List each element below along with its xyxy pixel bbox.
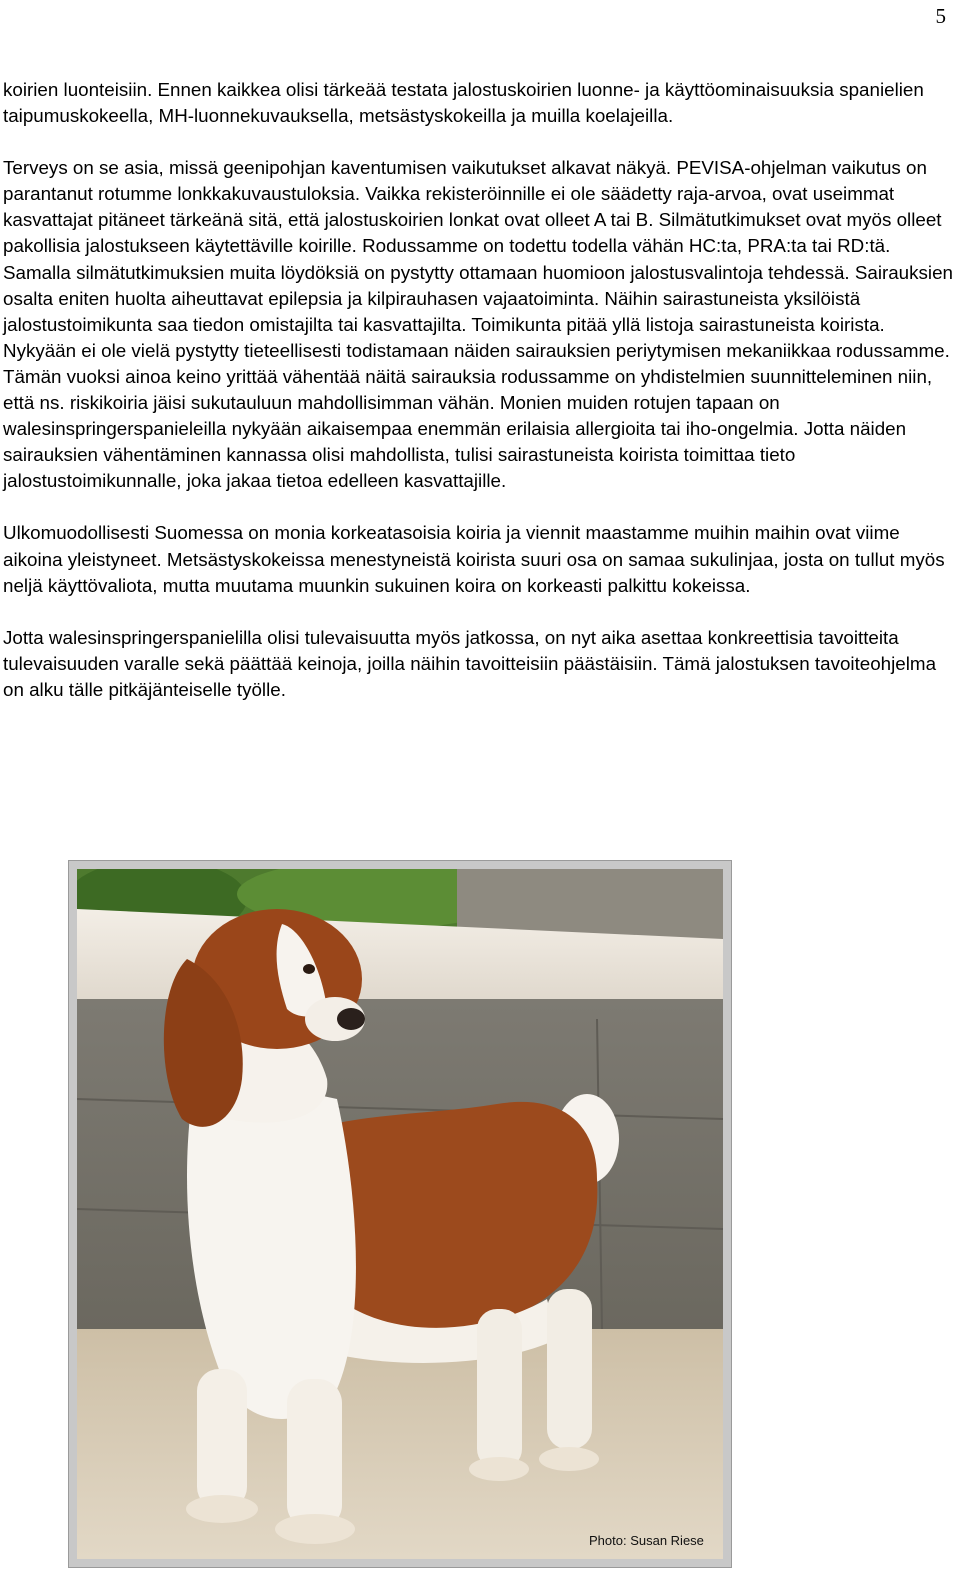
pavement bbox=[77, 1329, 723, 1559]
body-text bbox=[3, 77, 953, 729]
paragraph: koirien luonteisiin. Ennen kaikkea olisi tärkeää testata jalostuskoirien luonne- ja käyttöominaisuuksia spanielien taipumuskokeella, MH-luonnekuvauksella, metsästyskokeilla ja muilla koelajeilla. bbox=[3, 79, 924, 127]
dog-nose bbox=[337, 1008, 365, 1030]
paragraph: Ulkomuodollisesti Suomessa on monia korkeatasoisia koiria ja viennit maastamme muihin maihin ovat viime aikoina yleistyneet. Metsästyskokeissa menestyneistä koirista suuri osa on samaa sukulinjaa, josta on tullut myös neljä käyttövaliota, mutta muutama muunkin sukuinen koira on korkeasti palkittu kokeissa. bbox=[3, 522, 945, 596]
paragraph: Terveys on se asia, missä geenipohjan kaventumisen vaikutukset alkavat näkyä. PEVISA-ohjelman vaikutus on parantanut rotumme lonkkakuvaustuloksia. Vaikka rekisteröinnille ei ole säädetty raja-arvoa, ovat useimmat kasvattajat pitäneet tärkeänä sitä, että jalostuskoirien lonkat ovat olleet A tai B. Silmätutkimukset ovat myös olleet pakollisia jalostukseen käytettäville koirille. Rodussamme on todettu todella vähän HC:ta, PRA:ta tai RD:tä. Samalla silmätutkimuksien muita löydöksiä on pystytty ottamaan huomioon jalostusvalintoja tehdessä. Sairauksien osalta eniten huolta aiheuttavat epilepsia ja kilpirauhasen vajaatoiminta. Näihin sairastuneista yksilöistä jalostustoimikunta saa tiedon omistajilta tai kasvattajilta. Toimikunta pitää yllä listoja sairastuneista koirista. Nykyään ei ole vielä pystytty tieteellisesti todistamaan näiden sairauksien periytymisen mekaniikkaa rodussamme. Tämän vuoksi ainoa keino yrittää vähentää näitä sairauksia rodussamme on yhdistelmien suunnitteleminen niin, että ns. riskikoiria jäisi sukutauluun mahdollisimman vähän. Monien muiden rotujen tapaan on walesinspringerspanieleilla nykyään aikaisempaa enemmän erilaisia allergioita tai iho-ongelmia. Jotta näiden sairauksien vähentäminen kannassa olisi mahdollista, tulisi sairastuneista koirista toimittaa tieto jalostustoimikunnalle, joka jakaa tietoa edelleen kasvattajille. bbox=[3, 157, 953, 492]
paragraph: Jotta walesinspringerspanielilla olisi tulevaisuutta myös jatkossa, on nyt aika asettaa konkreettisia tavoitteita tulevaisuuden varalle sekä päättää keinoja, joilla näihin tavoitteisiin päästäisiin. Tämä jalostuksen tavoiteohjelma on alku tälle pitkäjänteiselle työlle. bbox=[3, 626, 937, 700]
dog-photo bbox=[77, 869, 723, 1559]
photo-credit: Photo: Susan Riese bbox=[589, 1533, 704, 1548]
page-number: 5 bbox=[935, 4, 946, 28]
dog-photo-frame bbox=[68, 860, 732, 1568]
